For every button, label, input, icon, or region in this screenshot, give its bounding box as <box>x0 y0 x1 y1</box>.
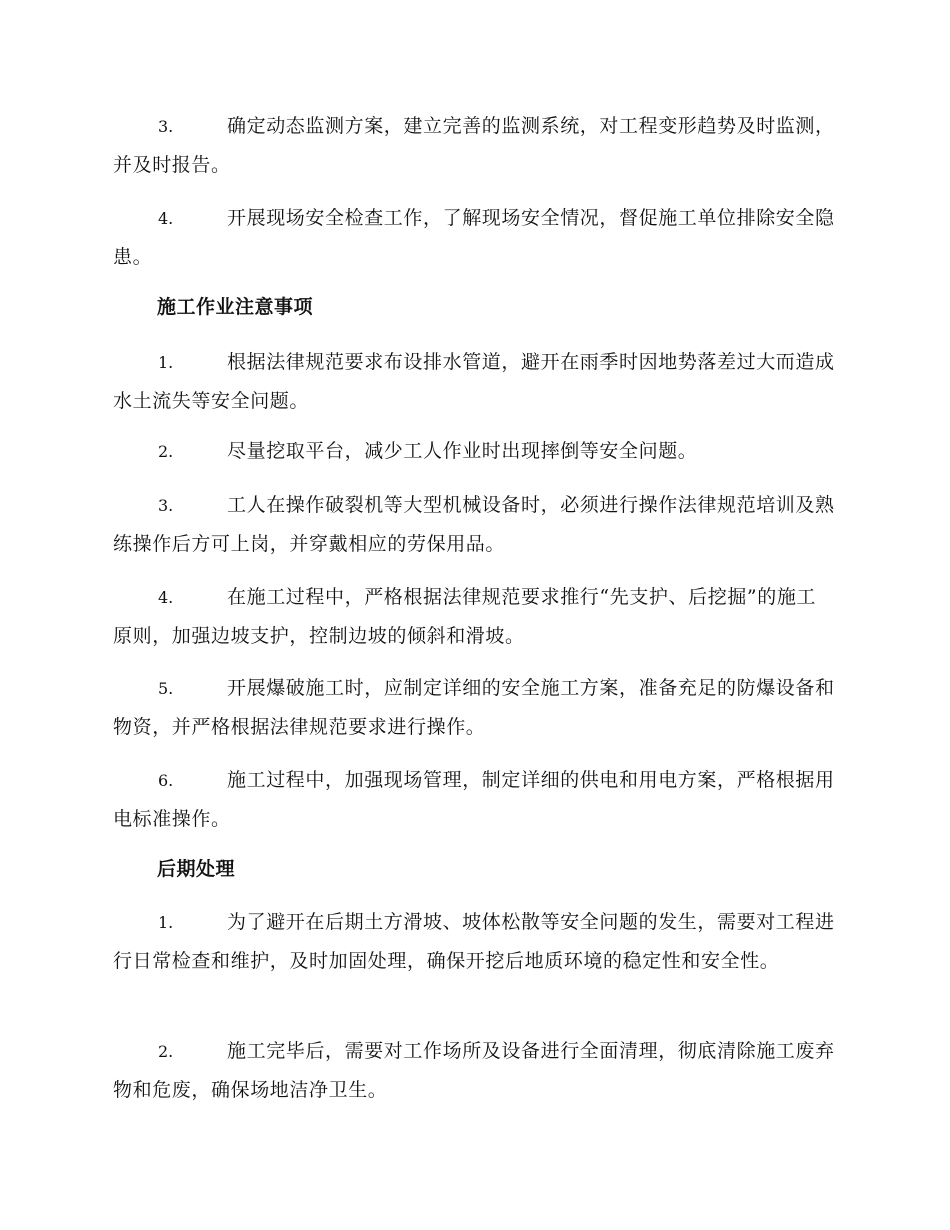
item-text: 尽量挖取平台，减少工人作业时出现摔倒等安全问题。 <box>227 440 698 462</box>
item-number: 4. <box>158 209 174 228</box>
item-text: 为了避开在后期土方滑坡、坡体松散等安全问题的发生，需要对工程进行日常检查和维护，及时加固处理，确保开挖后地质环境的稳定性和安全性。 <box>113 911 835 972</box>
list-item <box>113 343 835 420</box>
item-text: 施工完毕后，需要对工作场所及设备进行全面清理，彻底清除施工废弃物和危废，确保场地洁净卫生。 <box>113 1040 835 1101</box>
list-item <box>113 432 835 471</box>
item-number: 6. <box>158 771 174 790</box>
item-number: 2. <box>158 442 174 461</box>
item-text: 工人在操作破裂机等大型机械设备时，必须进行操作法律规范培训及熟练操作后方可上岗，并穿戴相应的劳保用品。 <box>113 494 835 555</box>
list-item <box>113 578 835 655</box>
item-text: 根据法律规范要求布设排水管道，避开在雨季时因地势落差过大而造成水土流失等安全问题。 <box>113 351 835 412</box>
list-item <box>113 761 835 838</box>
section-heading: 后期处理 <box>157 858 236 880</box>
item-number: 1. <box>158 353 174 372</box>
item-number: 5. <box>158 679 174 698</box>
list-item <box>113 1032 835 1109</box>
list-item <box>113 486 835 563</box>
item-text: 开展爆破施工时，应制定详细的安全施工方案，准备充足的防爆设备和物资，并严格根据法律规范要求进行操作。 <box>113 677 835 738</box>
item-text: 开展现场安全检查工作，了解现场安全情况，督促施工单位排除安全隐患。 <box>113 207 835 268</box>
list-item <box>113 107 835 184</box>
item-number: 3. <box>158 117 174 136</box>
list-item <box>113 903 835 980</box>
section-heading: 施工作业注意事项 <box>157 296 314 318</box>
item-number: 3. <box>158 496 174 515</box>
list-item <box>113 669 835 746</box>
item-number: 1. <box>158 913 174 932</box>
item-text: 在施工过程中，严格根据法律规范要求推行“先支护、后挖掘”的施工原则，加强边坡支护，控制边坡的倾斜和滑坡。 <box>113 586 817 647</box>
item-number: 2. <box>158 1042 174 1061</box>
item-text: 施工过程中，加强现场管理，制定详细的供电和用电方案，严格根据用电标准操作。 <box>113 769 835 830</box>
item-text: 确定动态监测方案，建立完善的监测系统，对工程变形趋势及时监测，并及时报告。 <box>113 115 835 176</box>
item-number: 4. <box>158 588 174 607</box>
list-item <box>113 199 835 276</box>
